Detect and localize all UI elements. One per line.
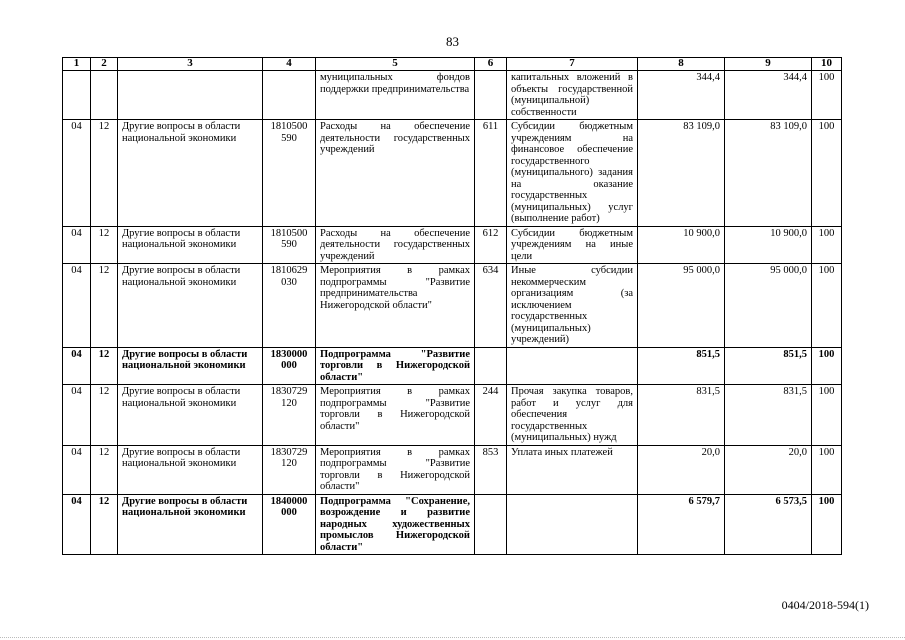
table-row: [63, 494, 842, 555]
subsection-cell: 12: [91, 226, 118, 264]
expense-type-name-cell: [507, 494, 638, 555]
expense-type-name-cell: Уплата иных платежей: [507, 445, 638, 494]
executed-amount-cell: 20,0: [725, 445, 812, 494]
expense-type-cell: 612: [475, 226, 507, 264]
table-row: [63, 120, 842, 227]
section-name-cell: Другие вопросы в области национальной экономики: [118, 264, 263, 348]
table-row: [63, 347, 842, 385]
article-name-cell: Подпрограмма "Развитие торговли в Нижегородской области": [316, 347, 475, 385]
column-header-10: 10: [812, 58, 842, 71]
executed-amount-cell: 95 000,0: [725, 264, 812, 348]
expense-type-cell: 853: [475, 445, 507, 494]
budget-table: [62, 57, 842, 555]
table-header-row: [63, 58, 842, 71]
expense-type-cell: 244: [475, 385, 507, 446]
expense-type-cell: 611: [475, 120, 507, 227]
article-name-cell: Мероприятия в рамках подпрограммы "Развитие торговли в Нижегородской области": [316, 445, 475, 494]
execution-percent-cell: 100: [812, 385, 842, 446]
article-name-cell: Мероприятия в рамках подпрограммы "Развитие торговли в Нижегородской области": [316, 385, 475, 446]
executed-amount-cell: 344,4: [725, 71, 812, 120]
section-name-cell: Другие вопросы в области национальной экономики: [118, 494, 263, 555]
planned-amount-cell: 851,5: [638, 347, 725, 385]
planned-amount-cell: 10 900,0: [638, 226, 725, 264]
target-article-cell: 1830729 120: [263, 385, 316, 446]
execution-percent-cell: 100: [812, 71, 842, 120]
section-name-cell: Другие вопросы в области национальной экономики: [118, 226, 263, 264]
expense-type-name-cell: Прочая закупка товаров, работ и услуг для обеспечения государственных (муниципальных) нужд: [507, 385, 638, 446]
section-cell: 04: [63, 226, 91, 264]
subsection-cell: 12: [91, 120, 118, 227]
table-row: [63, 445, 842, 494]
planned-amount-cell: 344,4: [638, 71, 725, 120]
target-article-cell: 1840000 000: [263, 494, 316, 555]
section-name-cell: [118, 71, 263, 120]
page-number: 83: [446, 34, 459, 49]
executed-amount-cell: 83 109,0: [725, 120, 812, 227]
scan-edge-divider: [0, 636, 905, 638]
section-name-cell: Другие вопросы в области национальной экономики: [118, 385, 263, 446]
planned-amount-cell: 95 000,0: [638, 264, 725, 348]
executed-amount-cell: 10 900,0: [725, 226, 812, 264]
document-code: 0404/2018-594(1): [781, 598, 869, 612]
subsection-cell: 12: [91, 385, 118, 446]
section-cell: 04: [63, 264, 91, 348]
column-header-5: 5: [316, 58, 475, 71]
planned-amount-cell: 6 579,7: [638, 494, 725, 555]
execution-percent-cell: 100: [812, 347, 842, 385]
column-header-9: 9: [725, 58, 812, 71]
subsection-cell: 12: [91, 264, 118, 348]
section-name-cell: Другие вопросы в области национальной экономики: [118, 445, 263, 494]
execution-percent-cell: 100: [812, 445, 842, 494]
section-name-cell: Другие вопросы в области национальной экономики: [118, 120, 263, 227]
expense-type-name-cell: Субсидии бюджетным учреждениям на иные цели: [507, 226, 638, 264]
table-row: [63, 226, 842, 264]
table-row: [63, 71, 842, 120]
article-name-cell: Мероприятия в рамках подпрограммы "Развитие предпринимательства Нижегородской области": [316, 264, 475, 348]
subsection-cell: 12: [91, 445, 118, 494]
expense-type-cell: 634: [475, 264, 507, 348]
expense-type-cell: [475, 494, 507, 555]
execution-percent-cell: 100: [812, 226, 842, 264]
section-cell: 04: [63, 385, 91, 446]
article-name-cell: муниципальных фондов поддержки предпринимательства: [316, 71, 475, 120]
target-article-cell: 1830000 000: [263, 347, 316, 385]
column-header-2: 2: [91, 58, 118, 71]
executed-amount-cell: 831,5: [725, 385, 812, 446]
expense-type-name-cell: Иные субсидии некоммерческим организациям (за исключением государственных (муниципальных) учреждений): [507, 264, 638, 348]
target-article-cell: 1810500 590: [263, 120, 316, 227]
section-cell: 04: [63, 347, 91, 385]
executed-amount-cell: 851,5: [725, 347, 812, 385]
section-name-cell: Другие вопросы в области национальной экономики: [118, 347, 263, 385]
section-cell: 04: [63, 445, 91, 494]
subsection-cell: [91, 71, 118, 120]
executed-amount-cell: 6 573,5: [725, 494, 812, 555]
table-row: [63, 385, 842, 446]
target-article-cell: 1810629 030: [263, 264, 316, 348]
section-cell: 04: [63, 494, 91, 555]
expense-type-cell: [475, 347, 507, 385]
column-header-1: 1: [63, 58, 91, 71]
article-name-cell: Расходы на обеспечение деятельности государственных учреждений: [316, 120, 475, 227]
target-article-cell: [263, 71, 316, 120]
section-cell: 04: [63, 120, 91, 227]
section-cell: [63, 71, 91, 120]
expense-type-cell: [475, 71, 507, 120]
expense-type-name-cell: Субсидии бюджетным учреждениям на финансовое обеспечение государственного (муниципального) задания на оказание государственных (муниципальных) услуг (выполнение работ): [507, 120, 638, 227]
column-header-6: 6: [475, 58, 507, 71]
table-row: [63, 264, 842, 348]
target-article-cell: 1810500 590: [263, 226, 316, 264]
article-name-cell: Расходы на обеспечение деятельности государственных учреждений: [316, 226, 475, 264]
target-article-cell: 1830729 120: [263, 445, 316, 494]
table-body: [63, 71, 842, 555]
column-header-7: 7: [507, 58, 638, 71]
expense-type-name-cell: капитальных вложений в объекты государственной (муниципальной) собственности: [507, 71, 638, 120]
execution-percent-cell: 100: [812, 494, 842, 555]
column-header-8: 8: [638, 58, 725, 71]
article-name-cell: Подпрограмма "Сохранение, возрождение и развитие народных художественных промыслов Нижегородской области": [316, 494, 475, 555]
subsection-cell: 12: [91, 347, 118, 385]
planned-amount-cell: 20,0: [638, 445, 725, 494]
planned-amount-cell: 831,5: [638, 385, 725, 446]
column-header-4: 4: [263, 58, 316, 71]
planned-amount-cell: 83 109,0: [638, 120, 725, 227]
subsection-cell: 12: [91, 494, 118, 555]
expense-type-name-cell: [507, 347, 638, 385]
execution-percent-cell: 100: [812, 264, 842, 348]
execution-percent-cell: 100: [812, 120, 842, 227]
column-header-3: 3: [118, 58, 263, 71]
